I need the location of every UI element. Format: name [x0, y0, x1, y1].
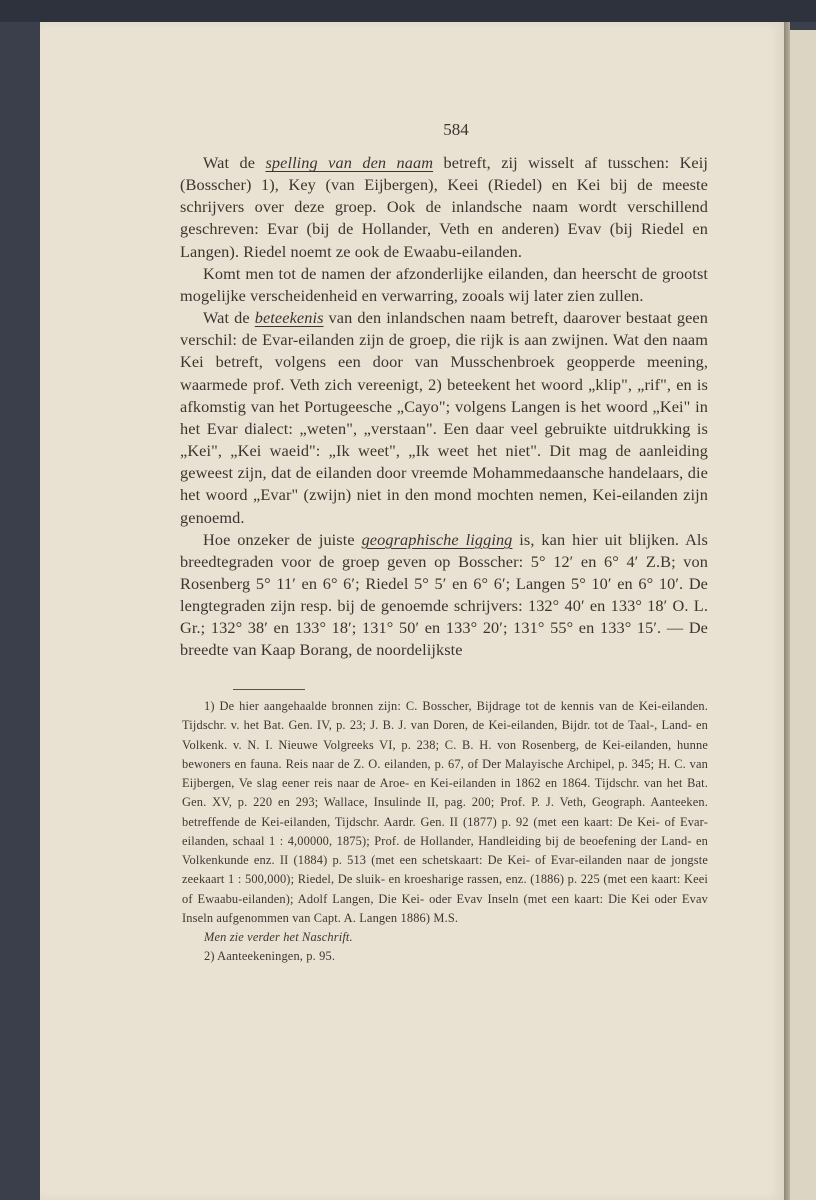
p4-text-a: Hoe onzeker de juiste	[203, 529, 362, 549]
paragraph-names: Komt men tot de namen der afzonderlijke eilanden, dan heerscht de grootst mogelijke verscheidenheid en verwarring, zooals wij later zien zullen.	[180, 263, 708, 305]
p3-text-b: van den inlandschen naam betreft, daarover bestaat geen verschil: de Evar-eilanden zijn de groep, die rijk is aan zwijnen. Wat den naam Kei betreft, volgens een door van Musschenbroek geopperde meening, waarmede prof. Veth zich vereenigt, 2) beteekent het woord „klip", „rif", en is afkomstig van het Portugeesche „Cayo"; volgens Langen is het woord „Kei" in het Evar dialect: „weten", „verstaan". Een daar veel gebruikte uitdrukking is „Kei", „Kei waeid": „Ik weet", „Ik weet het niet". Dit mag de aanleiding geweest zijn, dat de eilanden door vreemde Mohammedaansche handelaars, die het woord „Evar" (zwijn) niet in den mond mochten nemen, Kei-eilanden zijn genoemd.	[180, 308, 708, 527]
footnotes	[182, 697, 708, 967]
scan-border	[0, 0, 816, 22]
p1-emphasis: spelling van den naam	[265, 153, 434, 172]
p1-text-b: betreft, zij wisselt af tusschen: Keij (Bosscher) 1), Key (van Eijbergen), Keei (Riedel) en Kei bij de meeste schrijvers over deze groep. Ook de inlandsche naam wordt verschillend geschreven: Evar (bij de Hollander, Veth en anderen) Evav (bij Riedel en Langen). Riedel noemt ze ook de Ewaabu-eilanden.	[180, 153, 709, 261]
footnote-2: 2) Aanteekeningen, p. 95.	[204, 949, 336, 964]
paragraph-location	[180, 529, 708, 662]
footnote-divider	[233, 689, 305, 690]
page-number: 584	[443, 120, 469, 139]
footnote-1: 1) De hier aangehaalde bronnen zijn: C. Bosscher, Bijdrage tot de kennis van de Kei-eilanden. Tijdschr. v. het Bat. Gen. IV, p. 23; J. B. J. van Doren, de Kei-eilanden, Bijdr. tot de Taal-, Land- en Volkenk. v. N. I. Nieuwe Volgreeks VI, p. 238; C. B. H. von Rosenberg, de Kei-eilanden, hunne bewoners en fauna. Reis naar de Z. O. eilanden, p. 67, of Der Malayische Archipel, p. 345; H. C. van Eijbergen, Ve slag eener reis naar de Aroe- en Kei-eilanden in 1862 en 1864. Tijdschr. van het Bat. Gen. XV, p. 220 en 293; Wallace, Insulinde II, pag. 200; Prof. P. J. Veth, Geograph. Aanteeken. betreffende de Kei-eilanden, Tijdschr. Aardr. Gen. II (1877) p. 92 (met een kaart: De Kei- of Evar-eilanden, schaal 1 : 4,00000, 1875); Prof. de Hollander, Handleiding bij de beoefening der Land- en Volkenkunde enz. II (1884) p. 513 (met een schetskaart: De Kei- of Evar-eilanden naar de jongste zeekaart 1 : 500,000); Riedel, De sluik- en kroesharige rassen, enz. (1886) p. 225 (met een kaart: Keei of Ewaabu-eilanden); Adolf Langen, Die Kei- oder Evav Inseln (met een kaart: Die Kei oder Evav Inseln aufgenommen van Capt. A. Langen 1886) M.S.	[182, 699, 708, 925]
paragraph-spelling	[180, 152, 708, 263]
p1-text-a: Wat de	[203, 153, 266, 172]
p4-text-b: is, kan hier uit blijken. Als breedtegraden voor de groep geven op Bosscher: 5° 12′ en 6° 4′ Z.B; von Rosenberg 5° 11′ en 6° 6′; Riedel 5° 5′ en 6° 6′; Langen 5° 10′ en 6° 10′. De lengtegraden zijn resp. bij de genoemde schrijvers: 132° 40′ en 133° 18′ O. L. Gr.; 132° 38′ en 133° 18′; 131° 50′ en 133° 20′; 131° 55° en 133° 15′. — De breedte van Kaap Borang, de noordelijkste	[180, 529, 708, 660]
paragraph-meaning	[180, 307, 708, 529]
p3-emphasis: beteekenis	[254, 308, 324, 328]
footnote-see-also: Men zie verder het Naschrift.	[204, 930, 353, 944]
p4-emphasis: geographische ligging	[361, 529, 513, 549]
next-page-edge	[790, 30, 816, 1200]
p3-text-a: Wat de	[203, 308, 255, 328]
body-text	[180, 152, 708, 662]
